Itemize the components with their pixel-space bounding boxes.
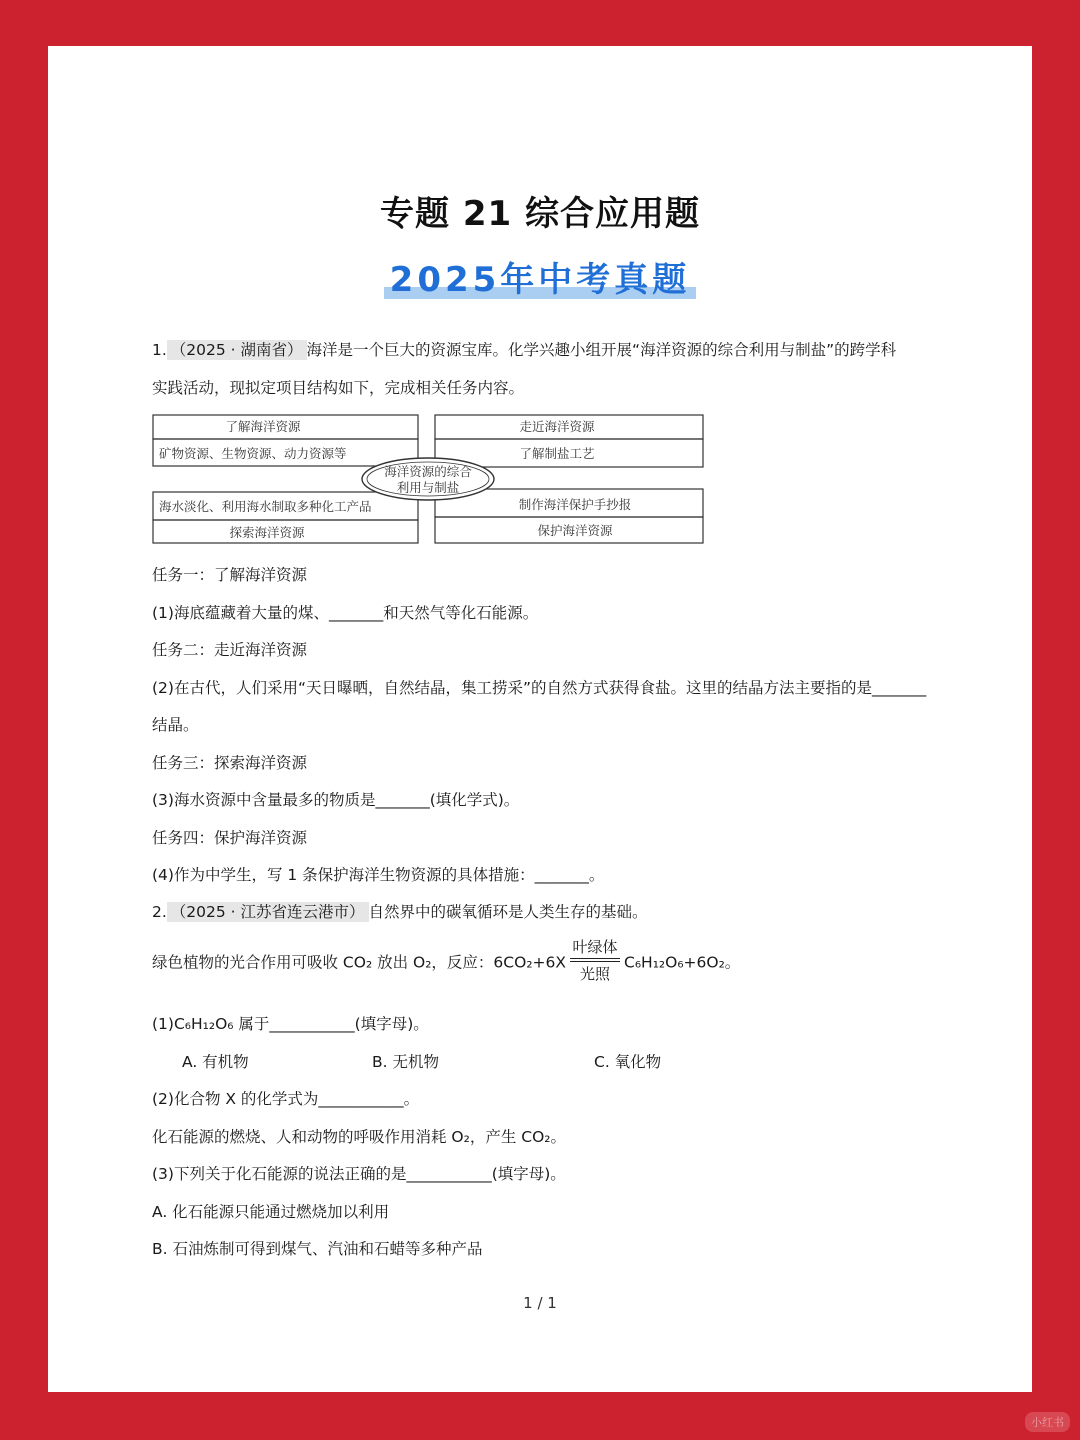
diagram-center-line1: 海洋资源的综合: [384, 464, 472, 479]
page-title: 专题 21 综合应用题: [380, 194, 700, 234]
q1-task2: 任务二：走近海洋资源: [152, 641, 308, 659]
page-number: 1 / 1: [523, 1294, 557, 1312]
q2-option-b: B. 无机物: [372, 1053, 439, 1071]
condition-light: 光照: [579, 965, 610, 983]
reaction-condition: [570, 936, 620, 986]
diagram-tl-bottom: 矿物资源、生物资源、动力资源等: [159, 446, 347, 461]
q1-sub4: (4)作为中学生，写 1 条保护海洋生物资源的具体措施：_______。: [152, 866, 605, 884]
q2-sub1: (1)C₆H₁₂O₆ 属于___________(填字母)。: [152, 1015, 429, 1033]
project-structure-diagram: [152, 413, 712, 547]
q1-sub3: (3)海水资源中含量最多的物质是_______(填化学式)。: [152, 791, 520, 809]
q2-choice-b: B. 石油炼制可得到煤气、汽油和石蜡等多种产品: [152, 1240, 483, 1258]
q1-source-tag: （2025 · 湖南省）: [167, 340, 307, 360]
diagram-bl-bottom: 探索海洋资源: [229, 525, 305, 540]
q2-line1: [152, 900, 648, 922]
q2-option-c: C. 氧化物: [594, 1053, 662, 1071]
q2-choice-a: A. 化石能源只能通过燃烧加以利用: [152, 1203, 390, 1221]
q2-option-a: A. 有机物: [182, 1053, 249, 1071]
q1-sub1: (1)海底蕴藏着大量的煤、_______和天然气等化石能源。: [152, 604, 539, 622]
q2-source-tag: （2025 · 江苏省连云港市）: [167, 902, 369, 922]
diagram-tl-top: 了解海洋资源: [225, 419, 301, 434]
q1-task3: 任务三：探索海洋资源: [152, 754, 308, 772]
equation-reactants: 绿色植物的光合作用可吸收 CO₂ 放出 O₂，反应：6CO₂+6X: [152, 953, 566, 972]
q1-task1: 任务一：了解海洋资源: [152, 566, 308, 584]
q1-sub2a: (2)在古代，人们采用“天日曝晒，自然结晶，集工捞采”的自然方式获得食盐。这里的结晶方法主要指的是_______: [152, 679, 927, 697]
subtitle-text: 2025年中考真题: [389, 260, 691, 300]
watermark-logo: 小红书: [1025, 1412, 1070, 1432]
q2-sub2: (2)化合物 X 的化学式为___________。: [152, 1090, 420, 1108]
diagram-br-top: 制作海洋保护手抄报: [518, 497, 632, 512]
q1-task4: 任务四：保护海洋资源: [152, 829, 308, 847]
condition-catalyst: 叶绿体: [572, 938, 618, 956]
diagram-bl-top: 海水淡化、利用海水制取多种化工产品: [159, 499, 372, 514]
q2-sub3: (3)下列关于化石能源的说法正确的是___________(填字母)。: [152, 1165, 566, 1183]
q1-number: 1.: [152, 341, 167, 359]
q1-line2: 实践活动，现拟定项目结构如下，完成相关任务内容。: [152, 379, 525, 397]
document-page: [48, 46, 1032, 1392]
q2-equation: [152, 938, 740, 988]
q2-fossil-text: 化石能源的燃烧、人和动物的呼吸作用消耗 O₂，产生 CO₂。: [152, 1128, 567, 1146]
q1-sub2b: 结晶。: [152, 716, 199, 734]
q2-number: 2.: [152, 903, 167, 921]
diagram-br-bottom: 保护海洋资源: [537, 523, 613, 538]
diagram-center-line2: 利用与制盐: [396, 480, 460, 495]
q1-text: 海洋是一个巨大的资源宝库。化学兴趣小组开展“海洋资源的综合利用与制盐”的跨学科: [306, 341, 897, 359]
diagram-tr-top: 走近海洋资源: [519, 419, 595, 434]
subtitle-wrap: [48, 252, 1032, 301]
equation-products: C₆H₁₂O₆+6O₂。: [624, 953, 741, 972]
q1-line1: [152, 338, 896, 360]
q2-intro: 自然界中的碳氧循环是人类生存的基础。: [368, 903, 648, 921]
diagram-tr-bottom: 了解制盐工艺: [519, 446, 595, 461]
page-subtitle: [384, 252, 697, 301]
